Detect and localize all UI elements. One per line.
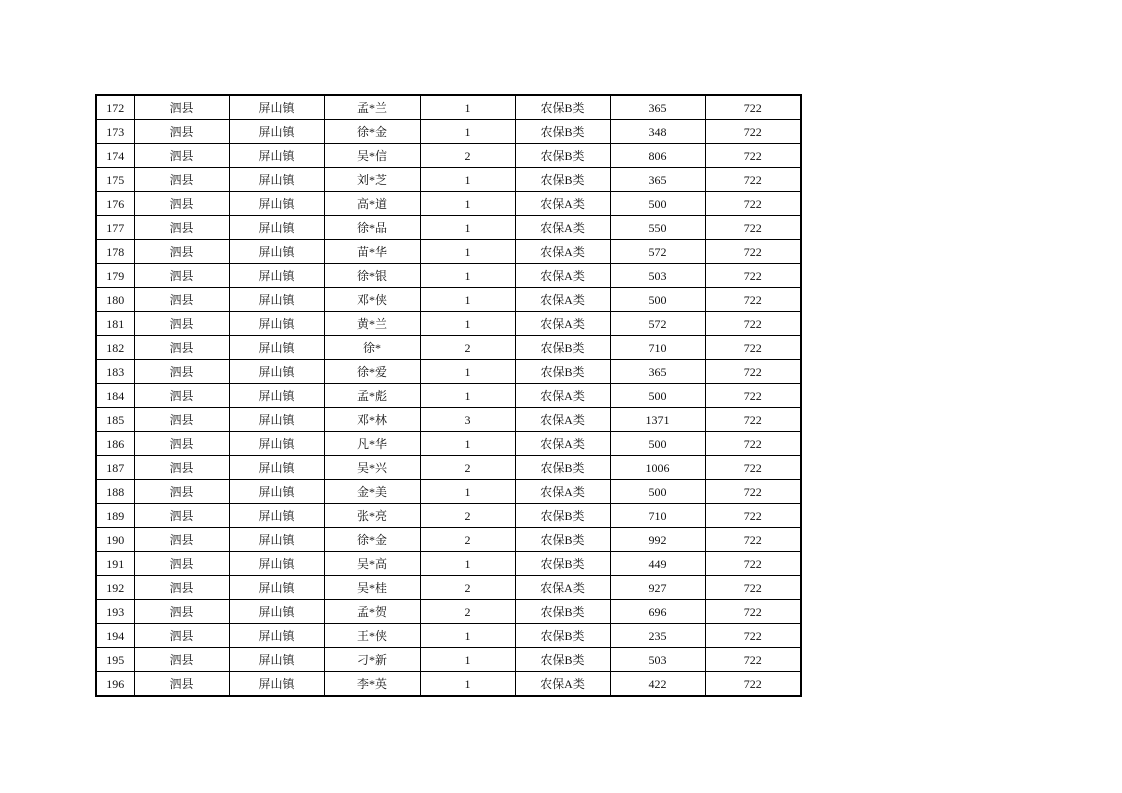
table-cell: 722 <box>705 408 801 432</box>
table-cell: 722 <box>705 192 801 216</box>
table-row <box>96 576 801 600</box>
table-cell: 186 <box>96 432 134 456</box>
table-cell: 722 <box>705 552 801 576</box>
table-cell: 722 <box>705 600 801 624</box>
table-cell: 农保B类 <box>515 168 610 192</box>
table-cell: 422 <box>610 672 705 697</box>
table-cell: 屏山镇 <box>229 624 324 648</box>
table-cell: 365 <box>610 95 705 120</box>
table-cell: 农保A类 <box>515 264 610 288</box>
table-cell: 屏山镇 <box>229 408 324 432</box>
table-cell: 722 <box>705 480 801 504</box>
table-cell: 屏山镇 <box>229 288 324 312</box>
table-cell: 806 <box>610 144 705 168</box>
table-cell: 刁*新 <box>324 648 420 672</box>
table-cell: 194 <box>96 624 134 648</box>
table-row <box>96 648 801 672</box>
table-cell: 1 <box>420 168 515 192</box>
table-cell: 屏山镇 <box>229 456 324 480</box>
table-cell: 550 <box>610 216 705 240</box>
table-cell: 屏山镇 <box>229 672 324 697</box>
table-cell: 吴*桂 <box>324 576 420 600</box>
table-cell: 722 <box>705 576 801 600</box>
table-row <box>96 144 801 168</box>
table-cell: 孟*贺 <box>324 600 420 624</box>
table-cell: 屏山镇 <box>229 384 324 408</box>
table-cell: 173 <box>96 120 134 144</box>
table-cell: 泗县 <box>134 336 229 360</box>
table-cell: 农保A类 <box>515 408 610 432</box>
table-cell: 992 <box>610 528 705 552</box>
table-cell: 176 <box>96 192 134 216</box>
table-cell: 722 <box>705 312 801 336</box>
table-cell: 2 <box>420 336 515 360</box>
table-cell: 农保B类 <box>515 144 610 168</box>
table-cell: 722 <box>705 672 801 697</box>
table-cell: 农保B类 <box>515 336 610 360</box>
table-cell: 187 <box>96 456 134 480</box>
table-cell: 苗*华 <box>324 240 420 264</box>
table-cell: 农保B类 <box>515 624 610 648</box>
table-cell: 屏山镇 <box>229 312 324 336</box>
table-cell: 邓*林 <box>324 408 420 432</box>
table-cell: 180 <box>96 288 134 312</box>
table-row <box>96 288 801 312</box>
table-cell: 王*侠 <box>324 624 420 648</box>
table-cell: 722 <box>705 240 801 264</box>
table-cell: 邓*侠 <box>324 288 420 312</box>
table-cell: 泗县 <box>134 264 229 288</box>
table-cell: 徐*品 <box>324 216 420 240</box>
table-cell: 屏山镇 <box>229 336 324 360</box>
table-cell: 泗县 <box>134 384 229 408</box>
table-cell: 722 <box>705 264 801 288</box>
table-row <box>96 216 801 240</box>
table-cell: 722 <box>705 168 801 192</box>
table-cell: 屏山镇 <box>229 168 324 192</box>
table-cell: 722 <box>705 360 801 384</box>
table-cell: 1 <box>420 240 515 264</box>
table-cell: 365 <box>610 168 705 192</box>
table-cell: 172 <box>96 95 134 120</box>
table-row <box>96 264 801 288</box>
table-cell: 泗县 <box>134 360 229 384</box>
table-row <box>96 408 801 432</box>
table-cell: 1 <box>420 552 515 576</box>
table-cell: 722 <box>705 144 801 168</box>
table-cell: 农保A类 <box>515 312 610 336</box>
table-cell: 泗县 <box>134 120 229 144</box>
table-cell: 农保B类 <box>515 648 610 672</box>
table-cell: 屏山镇 <box>229 600 324 624</box>
table-cell: 1 <box>420 384 515 408</box>
table-cell: 503 <box>610 648 705 672</box>
table-cell: 1 <box>420 432 515 456</box>
table-cell: 1 <box>420 120 515 144</box>
table-cell: 710 <box>610 504 705 528</box>
table-cell: 农保B类 <box>515 504 610 528</box>
table-row <box>96 95 801 120</box>
table-cell: 365 <box>610 360 705 384</box>
table-cell: 农保B类 <box>515 600 610 624</box>
table-cell: 屏山镇 <box>229 528 324 552</box>
table-row <box>96 384 801 408</box>
table-cell: 175 <box>96 168 134 192</box>
table-cell: 泗县 <box>134 672 229 697</box>
table-cell: 1 <box>420 480 515 504</box>
data-table <box>95 94 802 697</box>
table-cell: 722 <box>705 648 801 672</box>
table-cell: 农保B类 <box>515 528 610 552</box>
table-cell: 泗县 <box>134 648 229 672</box>
table-cell: 吴*兴 <box>324 456 420 480</box>
table-row <box>96 168 801 192</box>
table-cell: 泗县 <box>134 432 229 456</box>
table-cell: 泗县 <box>134 168 229 192</box>
table-cell: 1371 <box>610 408 705 432</box>
table-cell: 500 <box>610 480 705 504</box>
table-cell: 泗县 <box>134 408 229 432</box>
table-row <box>96 240 801 264</box>
table-row <box>96 456 801 480</box>
table-cell: 927 <box>610 576 705 600</box>
table-cell: 刘*芝 <box>324 168 420 192</box>
table-cell: 710 <box>610 336 705 360</box>
table-cell: 屏山镇 <box>229 120 324 144</box>
table-cell: 500 <box>610 432 705 456</box>
table-cell: 1 <box>420 624 515 648</box>
table-cell: 2 <box>420 144 515 168</box>
table-cell: 500 <box>610 384 705 408</box>
table-cell: 吴*信 <box>324 144 420 168</box>
table-cell: 174 <box>96 144 134 168</box>
table-row <box>96 192 801 216</box>
table-cell: 1 <box>420 192 515 216</box>
table-cell: 孟*兰 <box>324 95 420 120</box>
table-cell: 1 <box>420 288 515 312</box>
table-cell: 金*美 <box>324 480 420 504</box>
table-cell: 泗县 <box>134 552 229 576</box>
table-cell: 722 <box>705 336 801 360</box>
table-cell: 李*英 <box>324 672 420 697</box>
table-cell: 184 <box>96 384 134 408</box>
table-cell: 348 <box>610 120 705 144</box>
table-cell: 徐*金 <box>324 528 420 552</box>
table-cell: 179 <box>96 264 134 288</box>
table-cell: 农保B类 <box>515 95 610 120</box>
table-cell: 屏山镇 <box>229 432 324 456</box>
table-cell: 张*亮 <box>324 504 420 528</box>
table-cell: 黄*兰 <box>324 312 420 336</box>
table-cell: 农保A类 <box>515 192 610 216</box>
table-cell: 2 <box>420 504 515 528</box>
table-cell: 2 <box>420 576 515 600</box>
table-cell: 722 <box>705 624 801 648</box>
table-cell: 191 <box>96 552 134 576</box>
table-cell: 屏山镇 <box>229 216 324 240</box>
table-cell: 泗县 <box>134 480 229 504</box>
table-cell: 182 <box>96 336 134 360</box>
table-row <box>96 432 801 456</box>
table-cell: 503 <box>610 264 705 288</box>
table-cell: 500 <box>610 192 705 216</box>
table-cell: 屏山镇 <box>229 480 324 504</box>
table-cell: 屏山镇 <box>229 95 324 120</box>
table-cell: 722 <box>705 456 801 480</box>
table-cell: 572 <box>610 312 705 336</box>
table-cell: 185 <box>96 408 134 432</box>
table-cell: 2 <box>420 528 515 552</box>
table-cell: 泗县 <box>134 576 229 600</box>
table-cell: 徐*爱 <box>324 360 420 384</box>
table-row <box>96 480 801 504</box>
table-cell: 泗县 <box>134 456 229 480</box>
table-cell: 722 <box>705 528 801 552</box>
table-cell: 屏山镇 <box>229 552 324 576</box>
table-cell: 3 <box>420 408 515 432</box>
table-cell: 泗县 <box>134 144 229 168</box>
table-cell: 屏山镇 <box>229 144 324 168</box>
table-row <box>96 624 801 648</box>
table-cell: 屏山镇 <box>229 360 324 384</box>
table-cell: 孟*彪 <box>324 384 420 408</box>
table-cell: 1 <box>420 312 515 336</box>
table-cell: 凡*华 <box>324 432 420 456</box>
table-row <box>96 360 801 384</box>
table-cell: 183 <box>96 360 134 384</box>
table-cell: 722 <box>705 95 801 120</box>
table-cell: 190 <box>96 528 134 552</box>
table-cell: 高*道 <box>324 192 420 216</box>
table-cell: 189 <box>96 504 134 528</box>
table-cell: 屏山镇 <box>229 192 324 216</box>
table-cell: 吴*高 <box>324 552 420 576</box>
table-cell: 农保A类 <box>515 384 610 408</box>
table-cell: 屏山镇 <box>229 240 324 264</box>
table-cell: 徐* <box>324 336 420 360</box>
table-cell: 农保A类 <box>515 432 610 456</box>
table-row <box>96 336 801 360</box>
table-cell: 1 <box>420 360 515 384</box>
table-cell: 722 <box>705 216 801 240</box>
table-cell: 2 <box>420 600 515 624</box>
table-cell: 泗县 <box>134 95 229 120</box>
table-cell: 1 <box>420 95 515 120</box>
table-cell: 屏山镇 <box>229 264 324 288</box>
table-row <box>96 120 801 144</box>
table-cell: 泗县 <box>134 312 229 336</box>
table-cell: 449 <box>610 552 705 576</box>
table-row <box>96 312 801 336</box>
table-cell: 泗县 <box>134 240 229 264</box>
table-cell: 泗县 <box>134 288 229 312</box>
table-cell: 泗县 <box>134 624 229 648</box>
table-cell: 500 <box>610 288 705 312</box>
table-cell: 181 <box>96 312 134 336</box>
table-cell: 196 <box>96 672 134 697</box>
table-cell: 1 <box>420 648 515 672</box>
table-cell: 屏山镇 <box>229 648 324 672</box>
table-cell: 2 <box>420 456 515 480</box>
table-cell: 696 <box>610 600 705 624</box>
table-cell: 722 <box>705 120 801 144</box>
table-row <box>96 504 801 528</box>
table-cell: 农保B类 <box>515 552 610 576</box>
table-cell: 188 <box>96 480 134 504</box>
table-body <box>96 95 801 696</box>
table-cell: 农保A类 <box>515 240 610 264</box>
table-cell: 192 <box>96 576 134 600</box>
table-cell: 722 <box>705 384 801 408</box>
table-cell: 1 <box>420 264 515 288</box>
table-cell: 屏山镇 <box>229 576 324 600</box>
table-cell: 177 <box>96 216 134 240</box>
table-cell: 农保B类 <box>515 120 610 144</box>
table-cell: 徐*银 <box>324 264 420 288</box>
table-cell: 农保A类 <box>515 480 610 504</box>
table-cell: 农保B类 <box>515 360 610 384</box>
table-cell: 农保A类 <box>515 672 610 697</box>
table-cell: 235 <box>610 624 705 648</box>
table-cell: 农保B类 <box>515 456 610 480</box>
table-cell: 屏山镇 <box>229 504 324 528</box>
table-cell: 泗县 <box>134 192 229 216</box>
table-cell: 722 <box>705 432 801 456</box>
table-cell: 徐*金 <box>324 120 420 144</box>
table-cell: 农保A类 <box>515 216 610 240</box>
table-cell: 农保A类 <box>515 288 610 312</box>
table-row <box>96 552 801 576</box>
table-cell: 178 <box>96 240 134 264</box>
table-row <box>96 672 801 697</box>
table-cell: 农保A类 <box>515 576 610 600</box>
table-cell: 722 <box>705 288 801 312</box>
table-cell: 722 <box>705 504 801 528</box>
table-cell: 泗县 <box>134 216 229 240</box>
table-cell: 1006 <box>610 456 705 480</box>
table-cell: 1 <box>420 216 515 240</box>
table-cell: 193 <box>96 600 134 624</box>
table-cell: 195 <box>96 648 134 672</box>
table-cell: 泗县 <box>134 504 229 528</box>
table-row <box>96 528 801 552</box>
table-cell: 泗县 <box>134 600 229 624</box>
table-cell: 1 <box>420 672 515 697</box>
table-cell: 572 <box>610 240 705 264</box>
table-row <box>96 600 801 624</box>
table-cell: 泗县 <box>134 528 229 552</box>
